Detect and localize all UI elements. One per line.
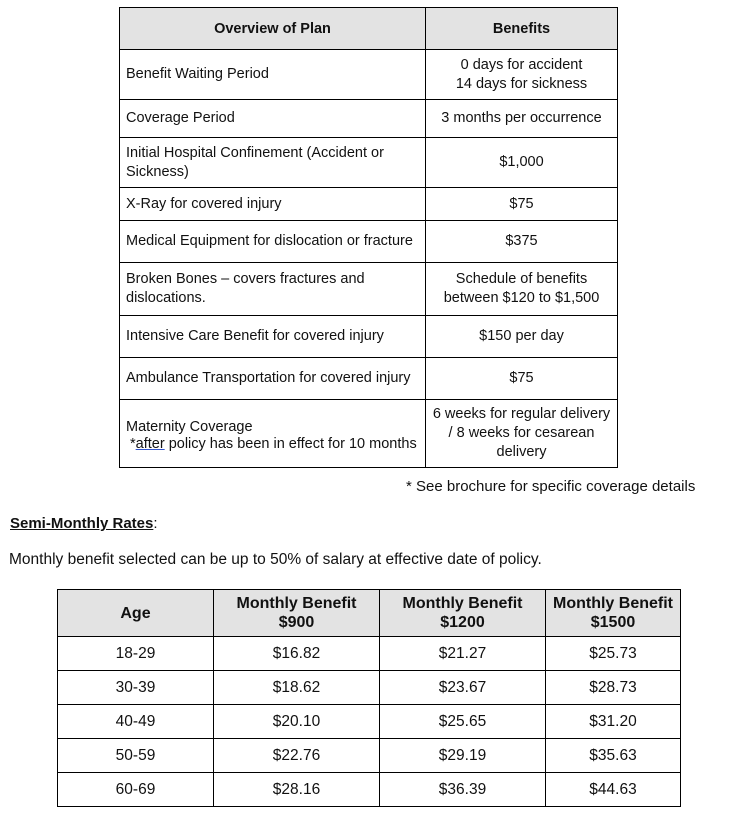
monthly-benefit-header bbox=[214, 590, 380, 637]
plan-feature-cell bbox=[120, 138, 426, 188]
age-header bbox=[58, 590, 214, 637]
age-range-cell: 50-59 bbox=[58, 739, 214, 773]
plan-benefit-cell bbox=[426, 188, 618, 221]
plan-row bbox=[120, 316, 618, 358]
rate-cell: $28.73 bbox=[546, 671, 681, 705]
plan-benefit-cell bbox=[426, 221, 618, 263]
rate-cell: $44.63 bbox=[546, 773, 681, 807]
monthly-benefit-header bbox=[546, 590, 681, 637]
rates-row bbox=[58, 739, 681, 773]
plan-benefit-line: 14 days for sickness bbox=[455, 75, 588, 92]
plan-feature-cell bbox=[120, 188, 426, 221]
plan-feature-cell bbox=[120, 316, 426, 358]
monthly-benefit-header bbox=[380, 590, 546, 637]
plan-header-row bbox=[120, 8, 618, 50]
plan-feature-line: Initial Hospital Confinement (Accident or bbox=[126, 144, 384, 161]
semi-monthly-rates-table bbox=[57, 589, 681, 807]
plan-feature-line: Broken Bones – covers fractures and bbox=[126, 271, 365, 287]
plan-feature-line: dislocations. bbox=[126, 290, 206, 306]
rates-header-line: $1200 bbox=[440, 614, 485, 631]
plan-benefit-cell bbox=[426, 138, 618, 188]
plan-benefit-line: 3 months per occurrence bbox=[441, 110, 602, 126]
rates-row bbox=[58, 773, 681, 807]
overview-header: Overview of Plan bbox=[120, 8, 426, 50]
rate-cell: $23.67 bbox=[380, 671, 546, 705]
age-range-cell: 60-69 bbox=[58, 773, 214, 807]
rates-header-line: Monthly Benefit bbox=[236, 595, 357, 612]
rates-row bbox=[58, 637, 681, 671]
plan-benefit-cell bbox=[426, 358, 618, 400]
rates-header-line: Monthly Benefit bbox=[553, 595, 673, 612]
plan-row bbox=[120, 138, 618, 188]
rate-cell: $21.27 bbox=[380, 637, 546, 671]
plan-row bbox=[120, 221, 618, 263]
maternity-note bbox=[126, 436, 417, 452]
plan-benefit-line: delivery bbox=[496, 444, 547, 460]
plan-benefit-cell bbox=[426, 263, 618, 316]
plan-benefit-line: $75 bbox=[509, 370, 534, 386]
rates-row bbox=[58, 705, 681, 739]
rate-cell: $31.20 bbox=[546, 705, 681, 739]
rate-cell: $16.82 bbox=[214, 637, 380, 671]
rate-cell: $20.10 bbox=[214, 705, 380, 739]
plan-feature-line: Sickness) bbox=[126, 163, 189, 180]
benefits-header: Benefits bbox=[426, 8, 618, 50]
note-rest: policy has been in effect for 10 months bbox=[164, 436, 417, 452]
plan-benefit-line: $375 bbox=[505, 233, 538, 249]
rate-cell: $35.63 bbox=[546, 739, 681, 773]
note-prefix: * bbox=[130, 436, 136, 452]
rates-note: Monthly benefit selected can be up to 50% of salary at effective date of policy. bbox=[9, 551, 542, 568]
plan-feature-cell bbox=[120, 400, 426, 468]
age-range-cell: 40-49 bbox=[58, 705, 214, 739]
rate-cell: $25.65 bbox=[380, 705, 546, 739]
rates-header-row bbox=[58, 590, 681, 637]
plan-benefit-line: 0 days for accident bbox=[460, 56, 583, 73]
plan-benefit-cell bbox=[426, 100, 618, 138]
rates-heading-text: Semi-Monthly Rates bbox=[10, 515, 154, 532]
plan-row bbox=[120, 263, 618, 316]
note-underlined-word: after bbox=[135, 436, 165, 452]
plan-row bbox=[120, 100, 618, 138]
plan-benefit-line: $1,000 bbox=[499, 154, 544, 170]
age-range-cell: 30-39 bbox=[58, 671, 214, 705]
plan-benefit-cell bbox=[426, 316, 618, 358]
plan-feature-cell bbox=[120, 263, 426, 316]
plan-benefit-line: Schedule of benefits bbox=[455, 271, 588, 287]
rate-cell: $22.76 bbox=[214, 739, 380, 773]
rates-header-line: $900 bbox=[278, 614, 315, 631]
plan-benefit-cell bbox=[426, 400, 618, 468]
plan-row bbox=[120, 400, 618, 468]
rates-header-line: Age bbox=[120, 604, 151, 622]
plan-feature-cell bbox=[120, 50, 426, 100]
plan-feature-cell bbox=[120, 100, 426, 138]
plan-benefit-line: between $120 to $1,500 bbox=[443, 290, 600, 306]
rates-header-line: $1500 bbox=[590, 614, 636, 631]
rate-cell: $36.39 bbox=[380, 773, 546, 807]
rates-heading bbox=[10, 515, 158, 532]
rate-cell: $18.62 bbox=[214, 671, 380, 705]
age-range-cell: 18-29 bbox=[58, 637, 214, 671]
plan-row bbox=[120, 188, 618, 221]
plan-feature-line: Maternity Coverage bbox=[126, 419, 253, 435]
plan-overview-table bbox=[119, 7, 618, 468]
plan-feature-line: Intensive Care Benefit for covered injury bbox=[126, 328, 384, 344]
plan-feature-line: X-Ray for covered injury bbox=[126, 195, 282, 212]
plan-feature-line: Ambulance Transportation for covered injury bbox=[126, 370, 411, 386]
plan-feature-line: Medical Equipment for dislocation or fracture bbox=[126, 233, 413, 249]
plan-feature-line: Benefit Waiting Period bbox=[126, 66, 269, 82]
rate-cell: $28.16 bbox=[214, 773, 380, 807]
plan-feature-cell bbox=[120, 221, 426, 263]
plan-benefit-line: / 8 weeks for cesarean bbox=[448, 425, 595, 441]
rates-header-line: Monthly Benefit bbox=[402, 595, 523, 612]
plan-feature-cell bbox=[120, 358, 426, 400]
coverage-footnote: * See brochure for specific coverage details bbox=[406, 478, 696, 495]
plan-feature-line: Coverage Period bbox=[126, 110, 235, 126]
plan-benefit-cell bbox=[426, 50, 618, 100]
plan-benefit-line: $150 per day bbox=[479, 328, 564, 344]
plan-row bbox=[120, 50, 618, 100]
rates-heading-colon: : bbox=[153, 515, 158, 532]
plan-benefit-line: $75 bbox=[509, 195, 534, 212]
plan-benefit-line: 6 weeks for regular delivery bbox=[432, 406, 611, 422]
rates-row bbox=[58, 671, 681, 705]
rate-cell: $25.73 bbox=[546, 637, 681, 671]
plan-row bbox=[120, 358, 618, 400]
rate-cell: $29.19 bbox=[380, 739, 546, 773]
